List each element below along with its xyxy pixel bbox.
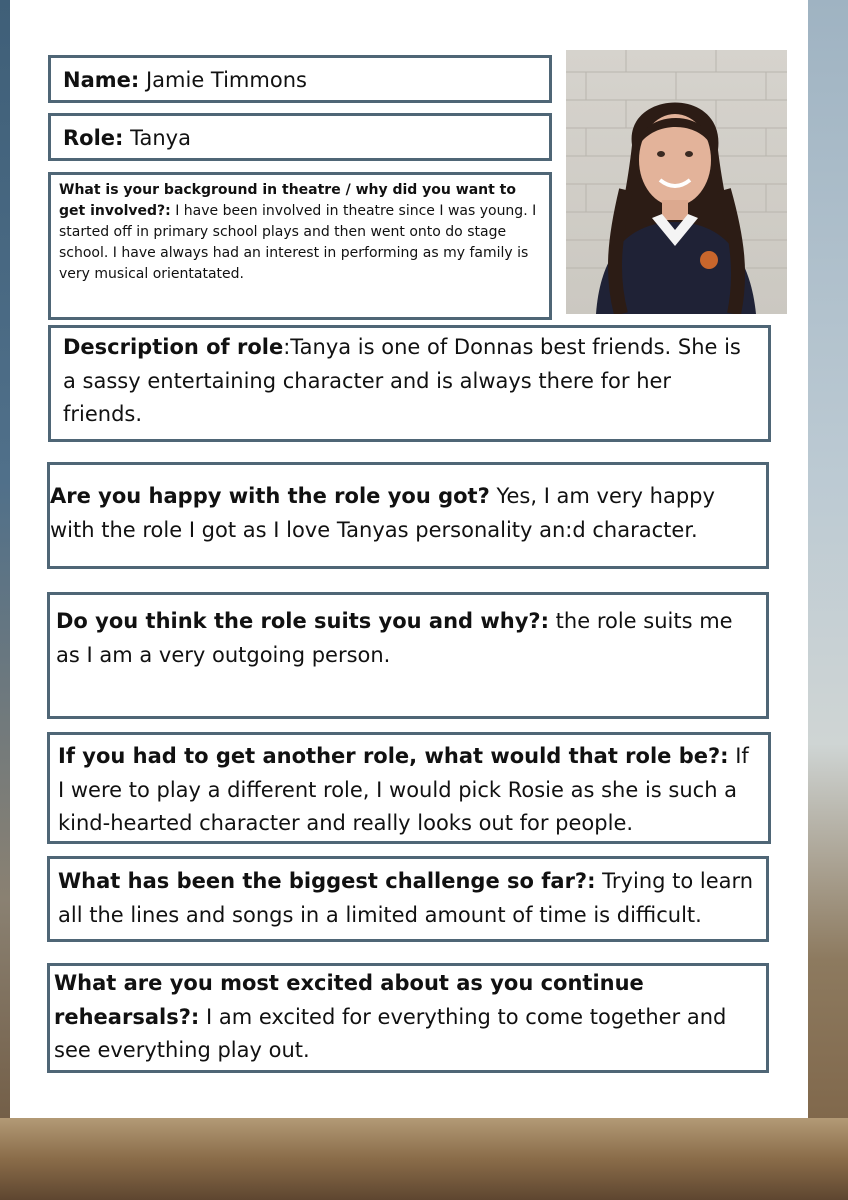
another-role-label: If you had to get another role, what would that role be?:	[58, 744, 729, 768]
excited-value: I am excited for everything to come together and see everything play out.	[54, 1004, 727, 1063]
background-left-strip	[0, 0, 10, 1200]
another-role-box	[47, 732, 771, 844]
another-role-value: If I were to play a different role, I would pick Rosie as she is such a kind-hearted character and really looks out for people.	[58, 744, 749, 836]
challenge-value: Trying to learn all the lines and songs in a limited amount of time is difficult.	[58, 869, 754, 927]
description-box	[48, 325, 771, 442]
excited-label: What are you most excited about as you continue rehearsals?:	[54, 971, 644, 1029]
role-box	[48, 113, 552, 161]
portrait-illustration	[566, 50, 787, 314]
description-value: :Tanya is one of Donnas best friends. She is a sassy entertaining character and is always there for her friends.	[63, 335, 741, 427]
description-label: Description of role	[63, 335, 284, 359]
background-label: What is your background in theatre / why did you want to get involved?:	[59, 182, 516, 219]
background-value: I have been involved in theatre since I was young. I started off in primary school plays and then went onto do stage school. I have always had an interest in performing as my family is very musical orientatated.	[59, 203, 537, 282]
happy-label: Are you happy with the role you got?	[50, 484, 490, 508]
background-box	[48, 172, 552, 320]
name-box	[48, 55, 552, 103]
challenge-box	[47, 856, 769, 942]
background-ground	[0, 1118, 848, 1200]
name-value: Jamie Timmons	[145, 68, 307, 92]
portrait-photo	[566, 50, 787, 314]
role-label: Role:	[63, 126, 124, 150]
role-value: Tanya	[130, 126, 191, 150]
suits-box	[47, 592, 769, 719]
challenge-label: What has been the biggest challenge so far?:	[58, 869, 596, 893]
happy-value: Yes, I am very happy with the role I got as I love Tanyas personality an:d character.	[50, 484, 715, 542]
background-right-strip	[808, 0, 848, 1200]
suits-value: the role suits me as I am a very outgoing person.	[56, 609, 733, 667]
excited-box	[47, 963, 769, 1073]
name-label: Name:	[63, 68, 140, 92]
happy-box	[47, 462, 769, 569]
suits-label: Do you think the role suits you and why?:	[56, 609, 549, 633]
